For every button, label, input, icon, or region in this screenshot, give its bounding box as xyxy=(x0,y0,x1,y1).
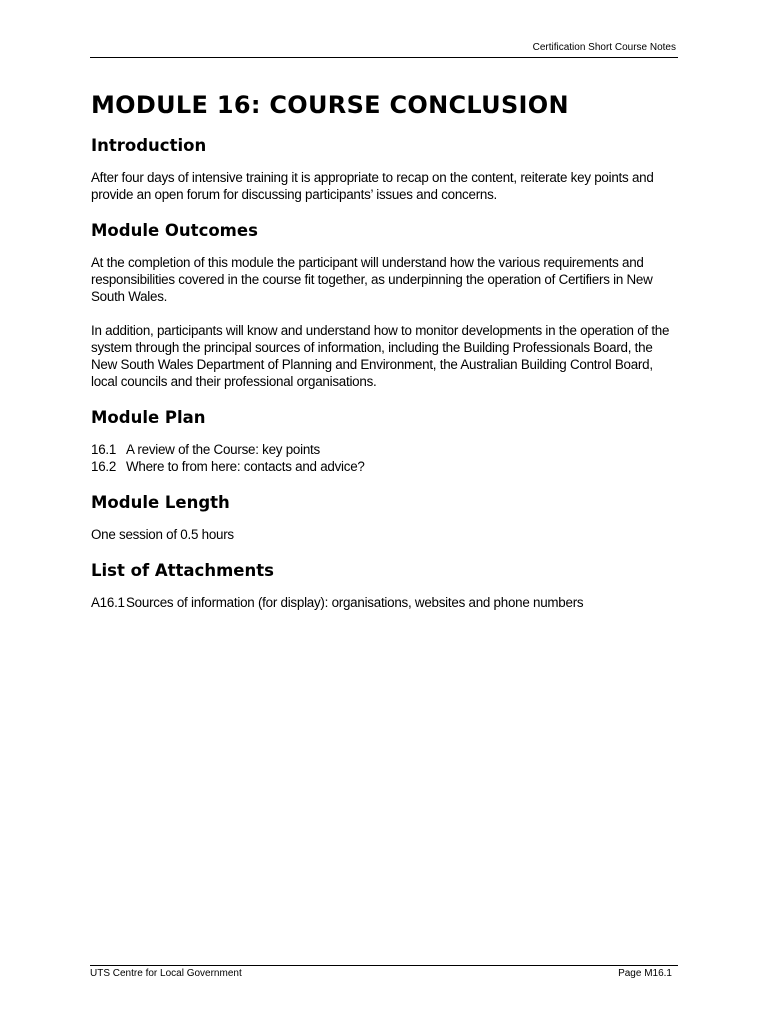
plan-item-number: 16.2 xyxy=(91,459,117,474)
plan-list xyxy=(91,441,676,475)
introduction-paragraph: After four days of intensive training it is appropriate to recap on the content, reiterate key points and provide an open forum for discussing participants’ issues and concerns. xyxy=(91,170,654,202)
attachments-heading: List of Attachments xyxy=(91,561,274,580)
attachment-code: A16.1 xyxy=(91,595,125,610)
footer-rule xyxy=(90,965,678,966)
plan-item-text: A review of the Course: key points xyxy=(126,442,320,457)
introduction-heading: Introduction xyxy=(91,136,207,155)
page-content xyxy=(91,89,676,611)
plan-heading: Module Plan xyxy=(91,408,206,427)
attachment-item xyxy=(91,594,676,611)
running-header: Certification Short Course Notes xyxy=(532,42,676,53)
attachment-text: Sources of information (for display): organisations, websites and phone numbers xyxy=(126,595,584,610)
length-paragraph: One session of 0.5 hours xyxy=(91,527,234,542)
page-footer xyxy=(90,968,672,980)
outcomes-heading: Module Outcomes xyxy=(91,221,258,240)
footer-organisation: UTS Centre for Local Government xyxy=(90,968,242,979)
outcomes-paragraph-1: At the completion of this module the participant will understand how the various requirements and responsibilities covered in the course fit together, as underpinning the operation of Certifiers in New South Wales. xyxy=(91,255,653,304)
plan-item-text: Where to from here: contacts and advice? xyxy=(126,459,365,474)
header-rule xyxy=(90,57,678,58)
footer-page-number: Page M16.1 xyxy=(618,968,672,979)
outcomes-paragraph-2: In addition, participants will know and understand how to monitor developments in the operation of the system through the principal sources of information, including the Building Professionals Board, the New South Wales Department of Planning and Environment, the Australian Building Control Board, local councils and their professional organisations. xyxy=(91,323,670,389)
page-title: MODULE 16: COURSE CONCLUSION xyxy=(91,91,569,119)
length-heading: Module Length xyxy=(91,493,230,512)
plan-item xyxy=(91,441,676,458)
plan-item-number: 16.1 xyxy=(91,442,117,457)
plan-item xyxy=(91,458,676,475)
